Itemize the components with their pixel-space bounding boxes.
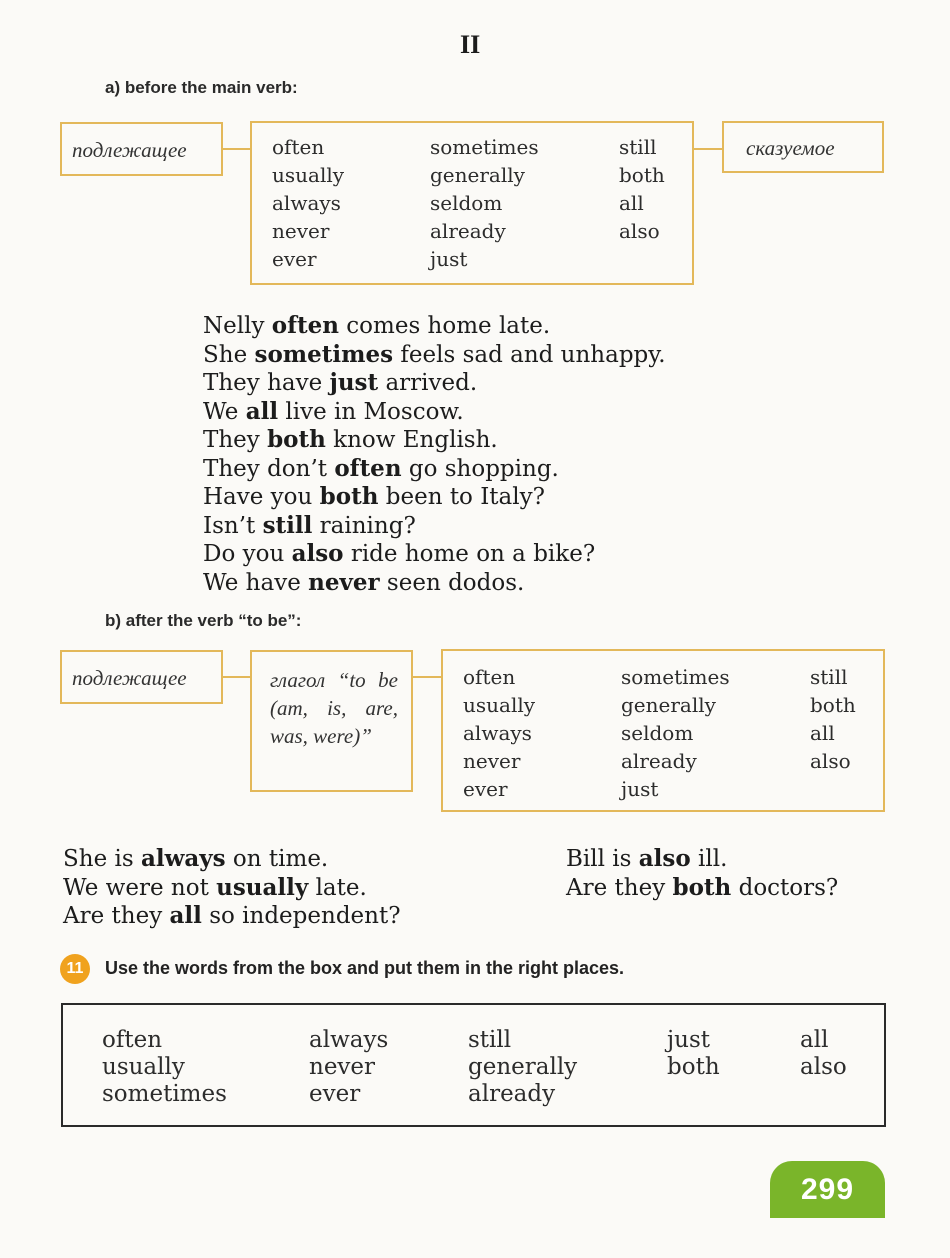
adverb: already xyxy=(621,749,697,773)
adverb: already xyxy=(430,219,506,243)
adverb: just xyxy=(430,247,468,271)
adverb: never xyxy=(463,749,521,773)
example-sentence: They don’t often go shopping. xyxy=(203,454,559,482)
exercise-number-badge: 11 xyxy=(60,954,90,984)
adverb: still xyxy=(810,665,848,689)
connector-line xyxy=(694,148,723,150)
adverb: never xyxy=(272,219,330,243)
example-sentence: Bill is also ill. xyxy=(566,845,728,872)
adverb: generally xyxy=(430,163,525,187)
adverb: just xyxy=(621,777,659,801)
example-sentence: We have never seen dodos. xyxy=(203,568,525,596)
examples-b-right xyxy=(566,845,838,902)
box-word: already xyxy=(468,1081,556,1107)
connector-line xyxy=(223,676,251,678)
box-word: all xyxy=(800,1027,829,1053)
box-word: sometimes xyxy=(102,1081,227,1107)
predicate-box xyxy=(722,121,884,173)
box-word: ever xyxy=(309,1081,361,1107)
adverb: both xyxy=(619,163,665,187)
adverb: sometimes xyxy=(430,135,539,159)
example-sentence: She sometimes feels sad and unhappy. xyxy=(203,340,666,368)
adverb: often xyxy=(463,665,516,689)
exercise-instruction: Use the words from the box and put them in the right places. xyxy=(105,958,625,978)
example-sentence: They have just arrived. xyxy=(203,369,478,396)
subject-label: подлежащее xyxy=(72,666,187,690)
box-word: also xyxy=(800,1054,847,1080)
adverb-box-b xyxy=(441,649,885,812)
adverb: ever xyxy=(463,777,508,801)
box-word: still xyxy=(468,1027,512,1053)
verb-box xyxy=(250,650,413,792)
example-sentence: Are they both doctors? xyxy=(566,873,839,901)
subject-label: подлежащее xyxy=(72,138,187,162)
adverb: all xyxy=(810,721,835,745)
box-word: often xyxy=(102,1027,163,1053)
adverb: ever xyxy=(272,247,317,271)
verb-label: глагол “to be (am, is, are, was, were)” xyxy=(270,668,398,748)
subject-box-b xyxy=(60,650,223,704)
box-word: always xyxy=(309,1027,389,1053)
word-box xyxy=(61,1003,886,1127)
example-sentence: Do you also ride home on a bike? xyxy=(203,540,596,567)
example-sentence: Are they all so independent? xyxy=(63,902,401,929)
example-sentence: She is always on time. xyxy=(63,845,329,872)
adverb-box-a xyxy=(250,121,694,285)
example-sentence: We all live in Moscow. xyxy=(203,397,464,425)
box-word: usually xyxy=(102,1054,185,1080)
part-b-heading: b) after the verb “to be”: xyxy=(105,611,302,630)
adverb: often xyxy=(272,135,325,159)
adverb: generally xyxy=(621,693,716,717)
connector-line xyxy=(413,676,442,678)
adverb: still xyxy=(619,135,657,159)
adverb: seldom xyxy=(430,191,503,215)
connector-line xyxy=(223,148,251,150)
subject-box-a xyxy=(60,122,223,176)
adverb: usually xyxy=(272,163,345,187)
adverb: sometimes xyxy=(621,665,730,689)
adverb: seldom xyxy=(621,721,694,745)
page-number: 299 xyxy=(770,1161,885,1218)
example-sentence: Isn’t still raining? xyxy=(203,511,416,539)
adverb: both xyxy=(810,693,856,717)
box-word: never xyxy=(309,1054,376,1080)
example-sentence: Nelly often comes home late. xyxy=(203,312,551,339)
adverb: always xyxy=(463,721,532,745)
section-title: II xyxy=(460,30,481,59)
adverb: always xyxy=(272,191,341,215)
examples-b-left xyxy=(63,845,401,931)
part-a-heading: a) before the main verb: xyxy=(105,78,298,97)
adverb: also xyxy=(810,749,851,773)
example-sentence: We were not usually late. xyxy=(63,873,367,901)
example-sentence: They both know English. xyxy=(203,426,498,453)
examples-a xyxy=(203,312,666,597)
predicate-label: сказуемое xyxy=(746,136,835,160)
adverb: also xyxy=(619,219,660,243)
box-word: just xyxy=(667,1027,710,1053)
box-word: both xyxy=(667,1054,720,1080)
adverb: usually xyxy=(463,693,536,717)
example-sentence: Have you both been to Italy? xyxy=(203,483,545,510)
adverb: all xyxy=(619,191,644,215)
box-word: generally xyxy=(468,1054,578,1080)
